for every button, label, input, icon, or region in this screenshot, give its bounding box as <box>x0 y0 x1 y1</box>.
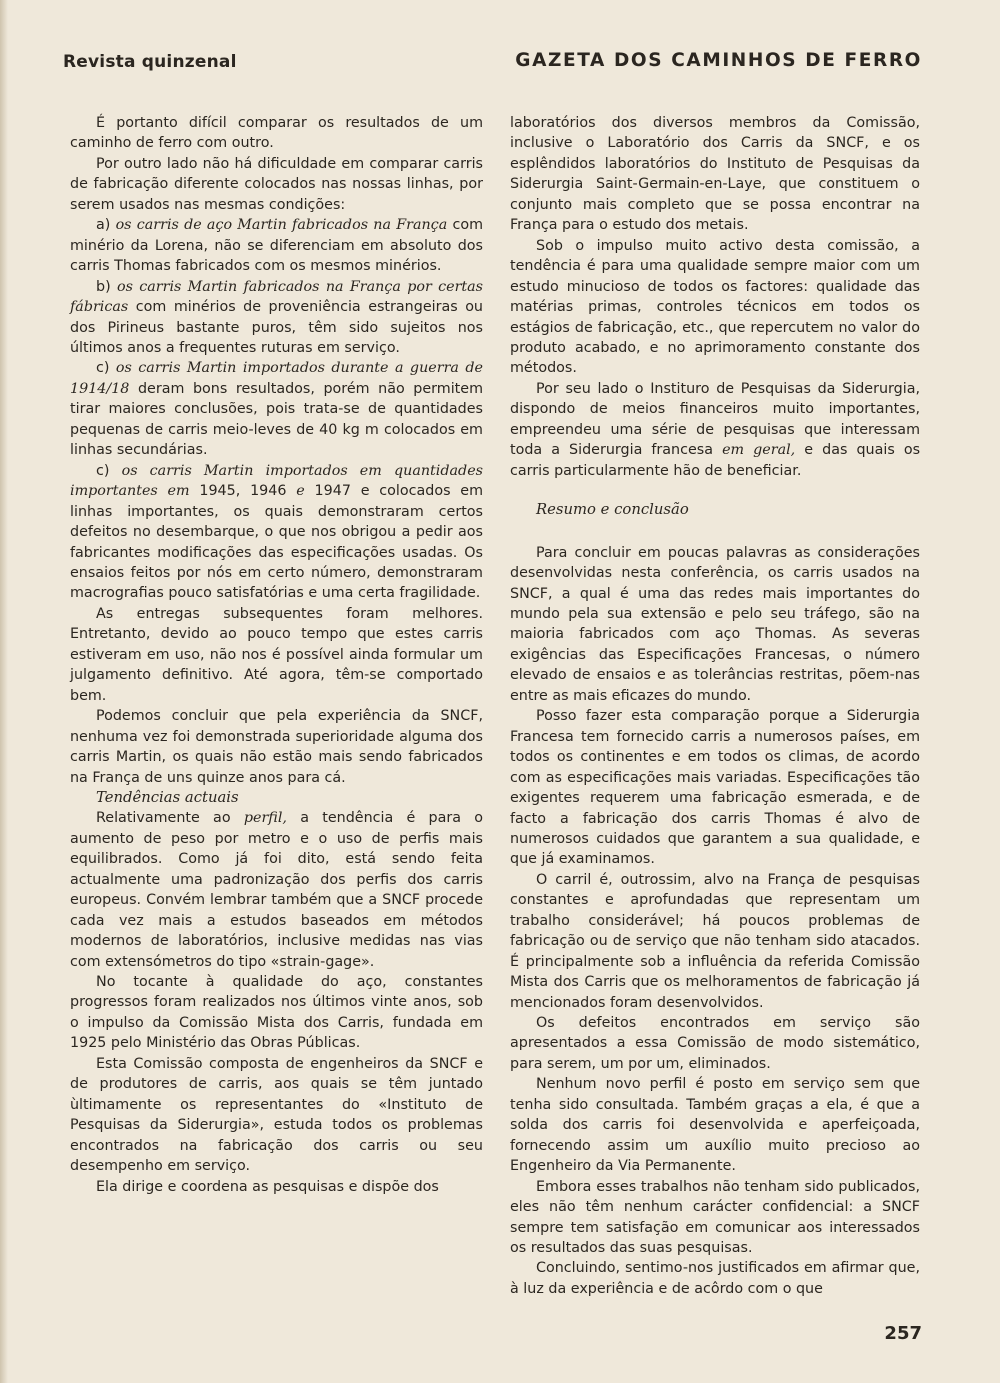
left-column <box>70 113 483 1197</box>
paragraph: laboratórios dos diversos membros da Comissão, inclusive o Laboratório dos Carris da SNCF, e os esplêndidos laboratórios do Instituto de Pesquisas da Siderurgia Saint-Germain-en-Laye, que constituem o conjunto mais completo que se possa encontrar na França para o estudo dos metais. <box>510 115 920 234</box>
paragraph: Por outro lado não há dificuldade em comparar carris de fabricação diferente colocados nas nossas linhas, por serem usados nas mesmas condições: <box>70 155 483 213</box>
paragraph: Ela dirige e coordena as pesquisas e dispõe dos <box>96 1178 439 1195</box>
page-binding-edge <box>0 0 8 1383</box>
page-number: 257 <box>884 1323 922 1344</box>
paragraph: Os defeitos encontrados em serviço são apresentados a essa Comissão de modo sistemático, para serem, um por um, eliminados. <box>510 1015 920 1072</box>
paragraph: Embora esses trabalhos não tenham sido publicados, eles não têm nenhum carácter confidencial: a SNCF sempre tem satisfação em comunicar aos interessados os resultados das suas pesquisas. <box>510 1178 920 1257</box>
paragraph: Sob o impulso muito activo desta comissão, a tendência é para uma qualidade sempre maior com um estudo minucioso de todos os factores: qualidade das matérias primas, controles técnicos em todos os estágios de fabricação, etc., que repercutem no valor do produto acabado, e no aprimoramento constante dos métodos. <box>510 237 920 377</box>
paragraph: Esta Comissão composta de engenheiros da SNCF e de produtores de carris, aos quais se têm juntado ùltimamente os representantes do «Instituto de Pesquisas da Siderurgia», estuda todos os problemas encontrados na fabricação dos carris ou seu desempenho em serviço. <box>70 1055 483 1175</box>
paragraph: As entregas subsequentes foram melhores. Entretanto, devido ao pouco tempo que estes carris estiveram em uso, não nos é possível ainda formular um julgamento definitivo. Até agora, têm-se comportado bem. <box>70 605 483 704</box>
right-column <box>510 113 920 1299</box>
section-heading: Tendências actuais <box>96 788 239 806</box>
paragraph: Posso fazer esta comparação porque a Siderurgia Francesa tem fornecido carris a numerosos países, em todos os continentes e em todos os climas, de acordo com as especificações mais variadas. Especificações tão exigentes requerem uma fabricação esmerada, e de facto a fabricação dos carris Thomas é alvo de numerosos cuidados que garantem a sua qualidade, e que já examinamos. <box>510 708 920 868</box>
italic-phrase: os carris Martin fabricados na França por certas fábricas <box>70 278 484 316</box>
list-item-a: a) os carris de aço Martin fabricados na França com minério da Lorena, não se diferenciam em absoluto dos carris Thomas fabricados com os mesmos minérios. <box>70 217 484 275</box>
italic-phrase: os carris de aço Martin fabricados na França <box>115 217 448 234</box>
paragraph: No tocante à qualidade do aço, constantes progressos foram realizados nos últimos vinte anos, sob o impulso da Comissão Mista dos Carris, fundada em 1925 pelo Ministério das Obras Públicas. <box>70 974 483 1052</box>
paragraph: O carril é, outrossim, alvo na França de pesquisas constantes e aprofundadas que representam um trabalho considerável; há poucos problemas de fabricação ou de serviço que não tenham sido atacados. É principalmente sob a influência da referida Comissão Mista dos Carris que os melhoramentos de fabricação já mencionados foram desenvolvidos. <box>510 871 920 1011</box>
paragraph: Podemos concluir que pela experiência da SNCF, nenhuma vez foi demonstrada superioridade alguma dos carris Martin, os quais não estão mais sendo fabricados na França de uns quinze anos para cá. <box>70 708 483 786</box>
italic-phrase: os carris Martin importados durante a guerra de 1914/18 <box>70 360 483 397</box>
paragraph: Concluindo, sentimo-nos justificados em afirmar que, à luz da experiência e de acôrdo com o que <box>510 1260 920 1297</box>
italic-phrase: perfil, <box>243 810 287 827</box>
running-header-right: GAZETA DOS CAMINHOS DE FERRO <box>515 50 922 71</box>
italic-phrase: em geral, <box>722 442 796 459</box>
running-header-left: Revista quinzenal <box>63 52 237 72</box>
paragraph: Relativamente ao perfil, a tendência é para o aumento de peso por metro e o uso de perfis mais equilibrados. Como já foi dito, está sendo feita actualmente uma padronização dos perfis dos carris europeus. Convém lembrar também que a SNCF procede cada vez mais a estudos baseados em métodos modernos de laboratórios, inclusive medidas nas vias com extensómetros do tipo «strain-gage». <box>70 810 484 970</box>
paragraph: Por seu lado o Instituro de Pesquisas da Siderurgia, dispondo de meios financeiros muito importantes, empreendeu uma série de pesquisas que interessam toda a Siderurgia francesa em geral, e das quais os carris particularmente hão de beneficiar. <box>510 380 921 479</box>
paragraph: É portanto difícil comparar os resultados de um caminho de ferro com outro. <box>70 115 483 152</box>
list-item-c1: c) os carris Martin importados durante a guerra de 1914/18 deram bons resultados, porém não permitem tirar maiores conclusões, pois trata-se de quantidades pequenas de carris meio-leves de 40 kg m colocados em linhas secundárias. <box>70 360 484 459</box>
italic-phrase: os carris Martin importados em quantidades importantes em <box>70 462 483 500</box>
list-item-b: b) os carris Martin fabricados na França por certas fábricas com minérios de proveniência estrangeiras ou dos Pirineus bastante puros, têm sido sujeitos nos últimos anos a frequentes ruturas em serviço. <box>70 278 484 356</box>
list-item-c2: c) os carris Martin importados em quantidades importantes em 1945, 1946 e 1947 e colocados em linhas importantes, os quais demonstraram certos defeitos no desembarque, o que nos obrigou a pedir aos fabricantes modificações das especificações usadas. Os ensaios feitos por nós em certo número, demonstraram macrografias pouco satisfatórias e uma certa fragilidade. <box>70 462 484 602</box>
paragraph: Nenhum novo perfil é posto em serviço sem que tenha sido consultada. Também graças a ela, é que a solda dos carris foi desenvolvida e aperfeiçoada, fornecendo assim um auxílio muito precioso ao Engenheiro da Via Permanente. <box>510 1076 920 1175</box>
section-heading: Resumo e conclusão <box>536 501 689 519</box>
paragraph: Para concluir em poucas palavras as considerações desenvolvidas nesta conferência, os carris usados na SNCF, a qual é uma das redes mais importantes do mundo pela sua extensão e pelo seu tráfego, são na maioria fabricados com aço Thomas. As severas exigências das Especificações Francesas, o número elevado de ensaios e as tolerâncias restritas, põem-nas entre as mais eficazes do mundo. <box>510 544 920 704</box>
